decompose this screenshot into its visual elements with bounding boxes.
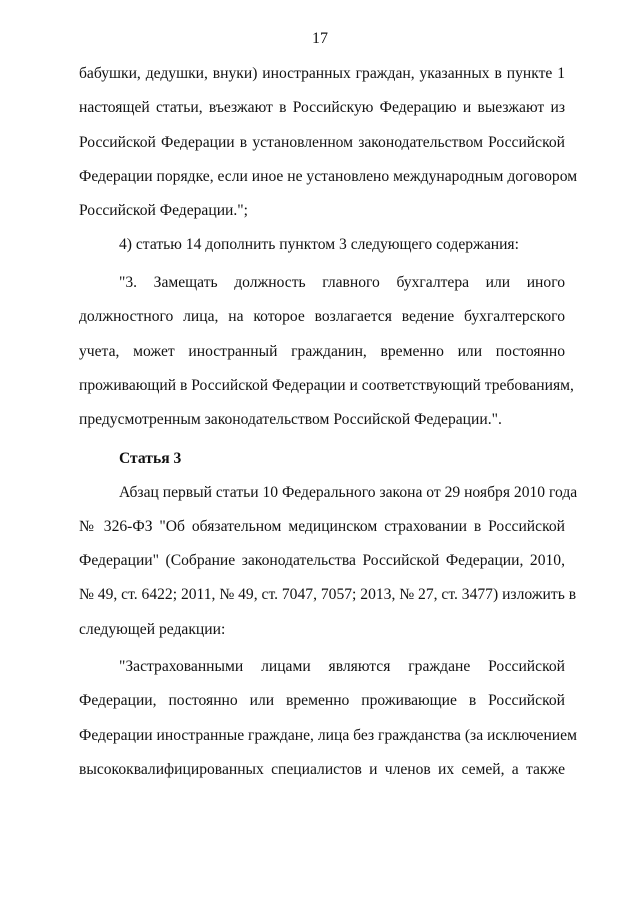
text-line: Федерации порядке, если иное не установлено международным договором (79, 168, 578, 185)
quoted-text-line: высококвалифицированных специалистов и членов их семей, а также (79, 761, 565, 778)
quoted-text-line: учета, может иностранный гражданин, временно или постоянно (79, 343, 565, 360)
text-line: Федерации" (Собрание законодательства Российской Федерации, 2010, (79, 552, 565, 569)
quoted-text-line: "3. Замещать должность главного бухгалтера или иного (119, 274, 565, 291)
article-heading: Статья 3 (119, 450, 182, 467)
text-line: бабушки, дедушки, внуки) иностранных граждан, указанных в пункте 1 (79, 65, 565, 82)
quoted-text-line: Федерации, постоянно или временно проживающие в Российской (79, 692, 565, 709)
text-line: Российской Федерации."; (79, 202, 248, 219)
quoted-text-line: "Застрахованными лицами являются граждане Российской (119, 658, 565, 675)
text-line: № 49, ст. 6422; 2011, № 49, ст. 7047, 7057; 2013, № 27, ст. 3477) изложить в (79, 586, 577, 603)
quoted-text-line: предусмотренным законодательством Российской Федерации.". (79, 411, 502, 428)
quoted-text-line: проживающий в Российской Федерации и соответствующий требованиям, (79, 377, 574, 394)
quoted-text-line: Федерации иностранные граждане, лица без гражданства (за исключением (79, 727, 577, 744)
text-line: настоящей статьи, въезжают в Российскую Федерацию и выезжают из (79, 99, 565, 116)
text-line: Российской Федерации в установленном законодательством Российской (79, 134, 565, 151)
page-number: 17 (312, 30, 328, 47)
text-line: № 326-ФЗ "Об обязательном медицинском страховании в Российской (79, 518, 565, 535)
quoted-text-line: должностного лица, на которое возлагается ведение бухгалтерского (79, 308, 565, 325)
text-line: Абзац первый статьи 10 Федерального закона от 29 ноября 2010 года (119, 484, 578, 501)
amendment-item: 4) статью 14 дополнить пунктом 3 следующего содержания: (119, 236, 519, 253)
text-line: следующей редакции: (79, 621, 226, 638)
